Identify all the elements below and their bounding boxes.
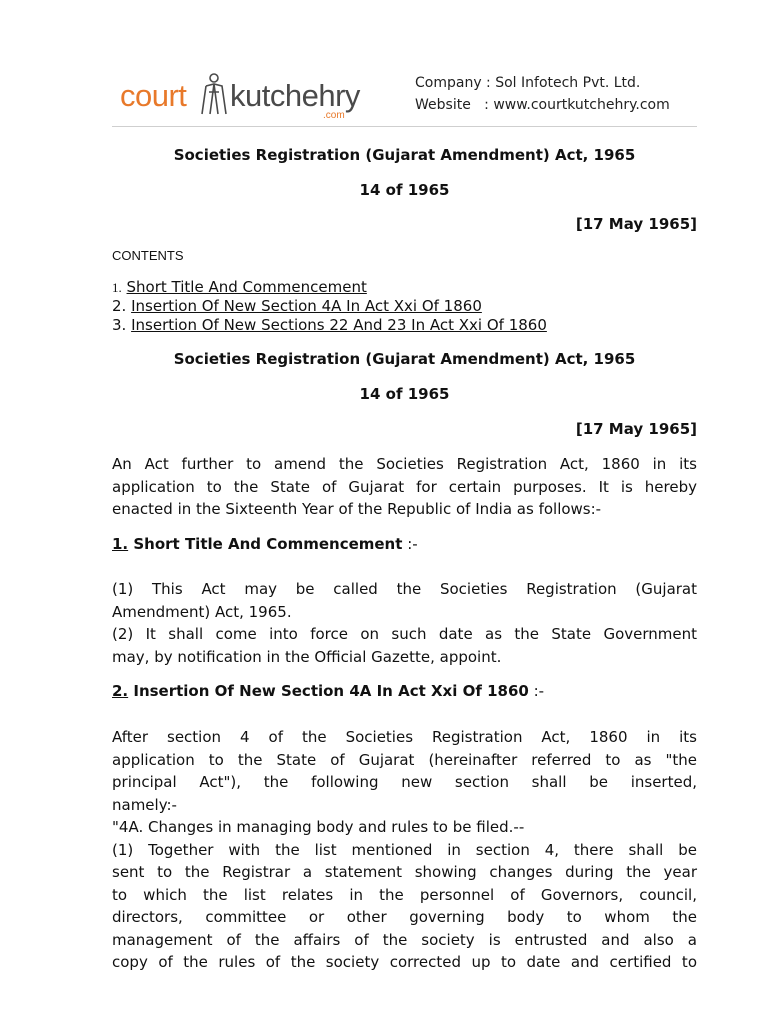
toc-link-short-title[interactable]: Short Title And Commencement (126, 278, 367, 296)
company-info (415, 72, 670, 116)
logo-com-text: .com (323, 110, 345, 121)
act-number: 14 of 1965 (359, 181, 450, 199)
toc-link-section-4a[interactable]: Insertion Of New Section 4A In Act Xxi Of 1860 (131, 297, 482, 315)
toc-item: 2. Insertion Of New Section 4A In Act Xxi Of 1860 (112, 297, 482, 315)
logo-court-text: court (120, 78, 187, 113)
toc-item: 1. Short Title And Commencement (112, 278, 367, 296)
toc-link-sections-22-23[interactable]: Insertion Of New Sections 22 And 23 In Act Xxi Of 1860 (131, 316, 547, 334)
act-title-repeat: Societies Registration (Gujarat Amendment) Act, 1965 (173, 350, 636, 368)
act-number-repeat: 14 of 1965 (359, 385, 450, 403)
act-title: Societies Registration (Gujarat Amendment) Act, 1965 (173, 146, 636, 164)
lawyer-figure-icon (196, 72, 232, 116)
contents-label: CONTENTS (112, 248, 184, 263)
section-1-body: (1) This Act may be called the Societies Registration (Gujarat Amendment) Act, 1965. (2) It shall come into force on such date as the State Government may, by notification in the Official Gazette, appoint. (112, 580, 697, 666)
preamble-paragraph: An Act further to amend the Societies Registration Act, 1860 in its application to the State of Gujarat for certain purposes. It is hereby enacted in the Sixteenth Year of the Republic of India as follows:- (112, 455, 697, 518)
act-date: [17 May 1965] (575, 215, 697, 233)
section-2-heading: 2. Insertion Of New Section 4A In Act Xxi Of 1860 :- (112, 682, 545, 700)
website-line[interactable]: Website : www.courtkutchehry.com (415, 97, 670, 113)
section-2-number[interactable]: 2. (112, 682, 129, 700)
toc-item: 3. Insertion Of New Sections 22 And 23 In Act Xxi Of 1860 (112, 316, 547, 334)
courtkutchehry-logo (120, 72, 380, 124)
table-of-contents (112, 278, 547, 335)
header-divider (112, 126, 697, 127)
logo-kutchehry-text: kutchehry (230, 78, 360, 113)
company-line: Company : Sol Infotech Pvt. Ltd. (415, 75, 641, 91)
act-date-repeat: [17 May 1965] (575, 420, 697, 438)
section-1-heading: 1. Short Title And Commencement :- (112, 535, 418, 553)
section-1-number[interactable]: 1. (112, 535, 129, 553)
section-2-body: After section 4 of the Societies Registration Act, 1860 in its application to the State of Gujarat (hereinafter referred to as "the principal Act"), the following new section shall be inserted, namely:- "4A. Changes in managing body and rules to be filed.-- (1) Together with the list mentioned in section 4, there shall be sent to the Registrar a statement showing changes during the year to which the list relates in the personnel of Governors, council, directors, committee or other governing body to whom the management of the affairs of the society is entrusted and also a copy of the rules of the society corrected up to date and certified to (112, 728, 697, 971)
